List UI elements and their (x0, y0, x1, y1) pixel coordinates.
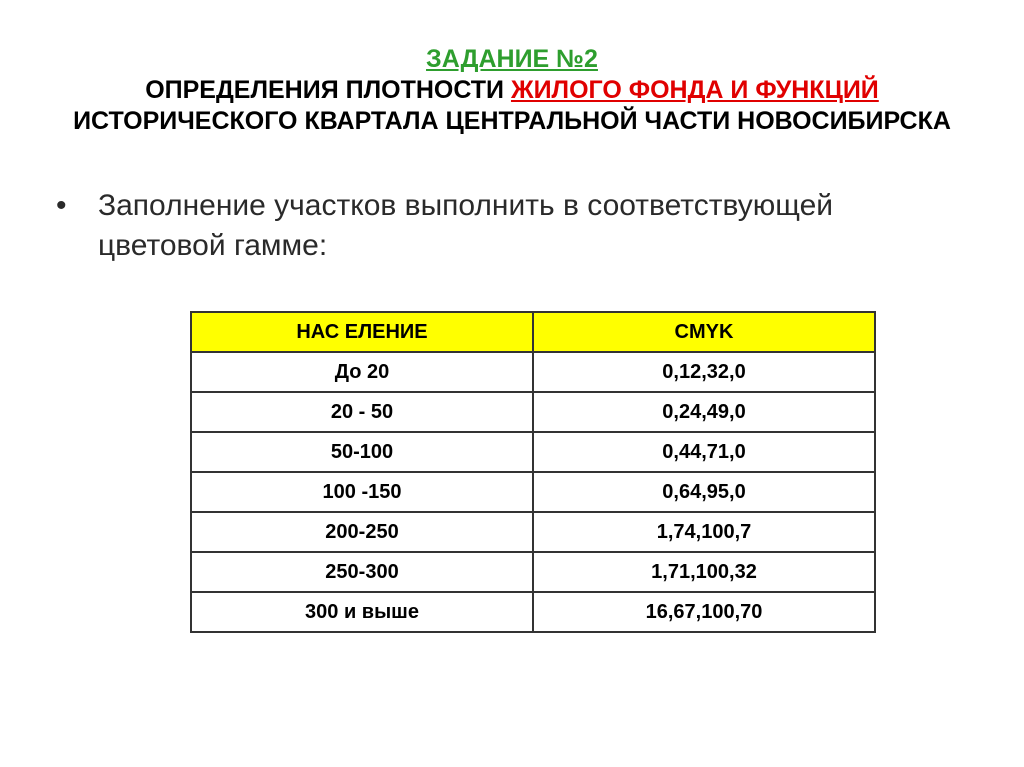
task-number-title: ЗАДАНИЕ №2 (426, 45, 598, 73)
table-row (191, 432, 875, 472)
cmyk-cell: 0,12,32,0 (533, 352, 875, 392)
table-row (191, 552, 875, 592)
header-population: НАС ЕЛЕНИЕ (191, 312, 533, 352)
table-row (191, 352, 875, 392)
population-cell: До 20 (191, 352, 533, 392)
table-row (191, 392, 875, 432)
table-row (191, 472, 875, 512)
population-cell: 100 -150 (191, 472, 533, 512)
title-line-3: ИСТОРИЧЕСКОГО КВАРТАЛА ЦЕНТРАЛЬНОЙ ЧАСТИ НОВОСИБИРСКА (73, 107, 951, 135)
population-cell: 20 - 50 (191, 392, 533, 432)
cmyk-cell: 0,44,71,0 (533, 432, 875, 472)
cmyk-cell: 0,24,49,0 (533, 392, 875, 432)
title-line-2-prefix: ОПРЕДЕЛЕНИЯ ПЛОТНОСТИ (145, 76, 511, 104)
table-header-row (191, 312, 875, 352)
bullet-item (56, 186, 916, 266)
cmyk-cell: 1,71,100,32 (533, 552, 875, 592)
bullet-text: Заполнение участков выполнить в соответствующей цветовой гамме: (98, 189, 834, 262)
population-cmyk-table (190, 311, 876, 633)
population-cell: 250-300 (191, 552, 533, 592)
title-task-line (40, 44, 984, 75)
population-cell: 300 и выше (191, 592, 533, 632)
table-row (191, 592, 875, 632)
cmyk-cell: 1,74,100,7 (533, 512, 875, 552)
header-cmyk: CMYK (533, 312, 875, 352)
bullet-icon: • (56, 189, 67, 222)
slide-title (40, 44, 984, 137)
cmyk-cell: 16,67,100,70 (533, 592, 875, 632)
population-cell: 50-100 (191, 432, 533, 472)
cmyk-cell: 0,64,95,0 (533, 472, 875, 512)
table-row (191, 512, 875, 552)
title-line-2 (40, 75, 984, 106)
title-line-2-highlight: ЖИЛОГО ФОНДА И ФУНКЦИЙ (510, 76, 879, 104)
population-cell: 200-250 (191, 512, 533, 552)
